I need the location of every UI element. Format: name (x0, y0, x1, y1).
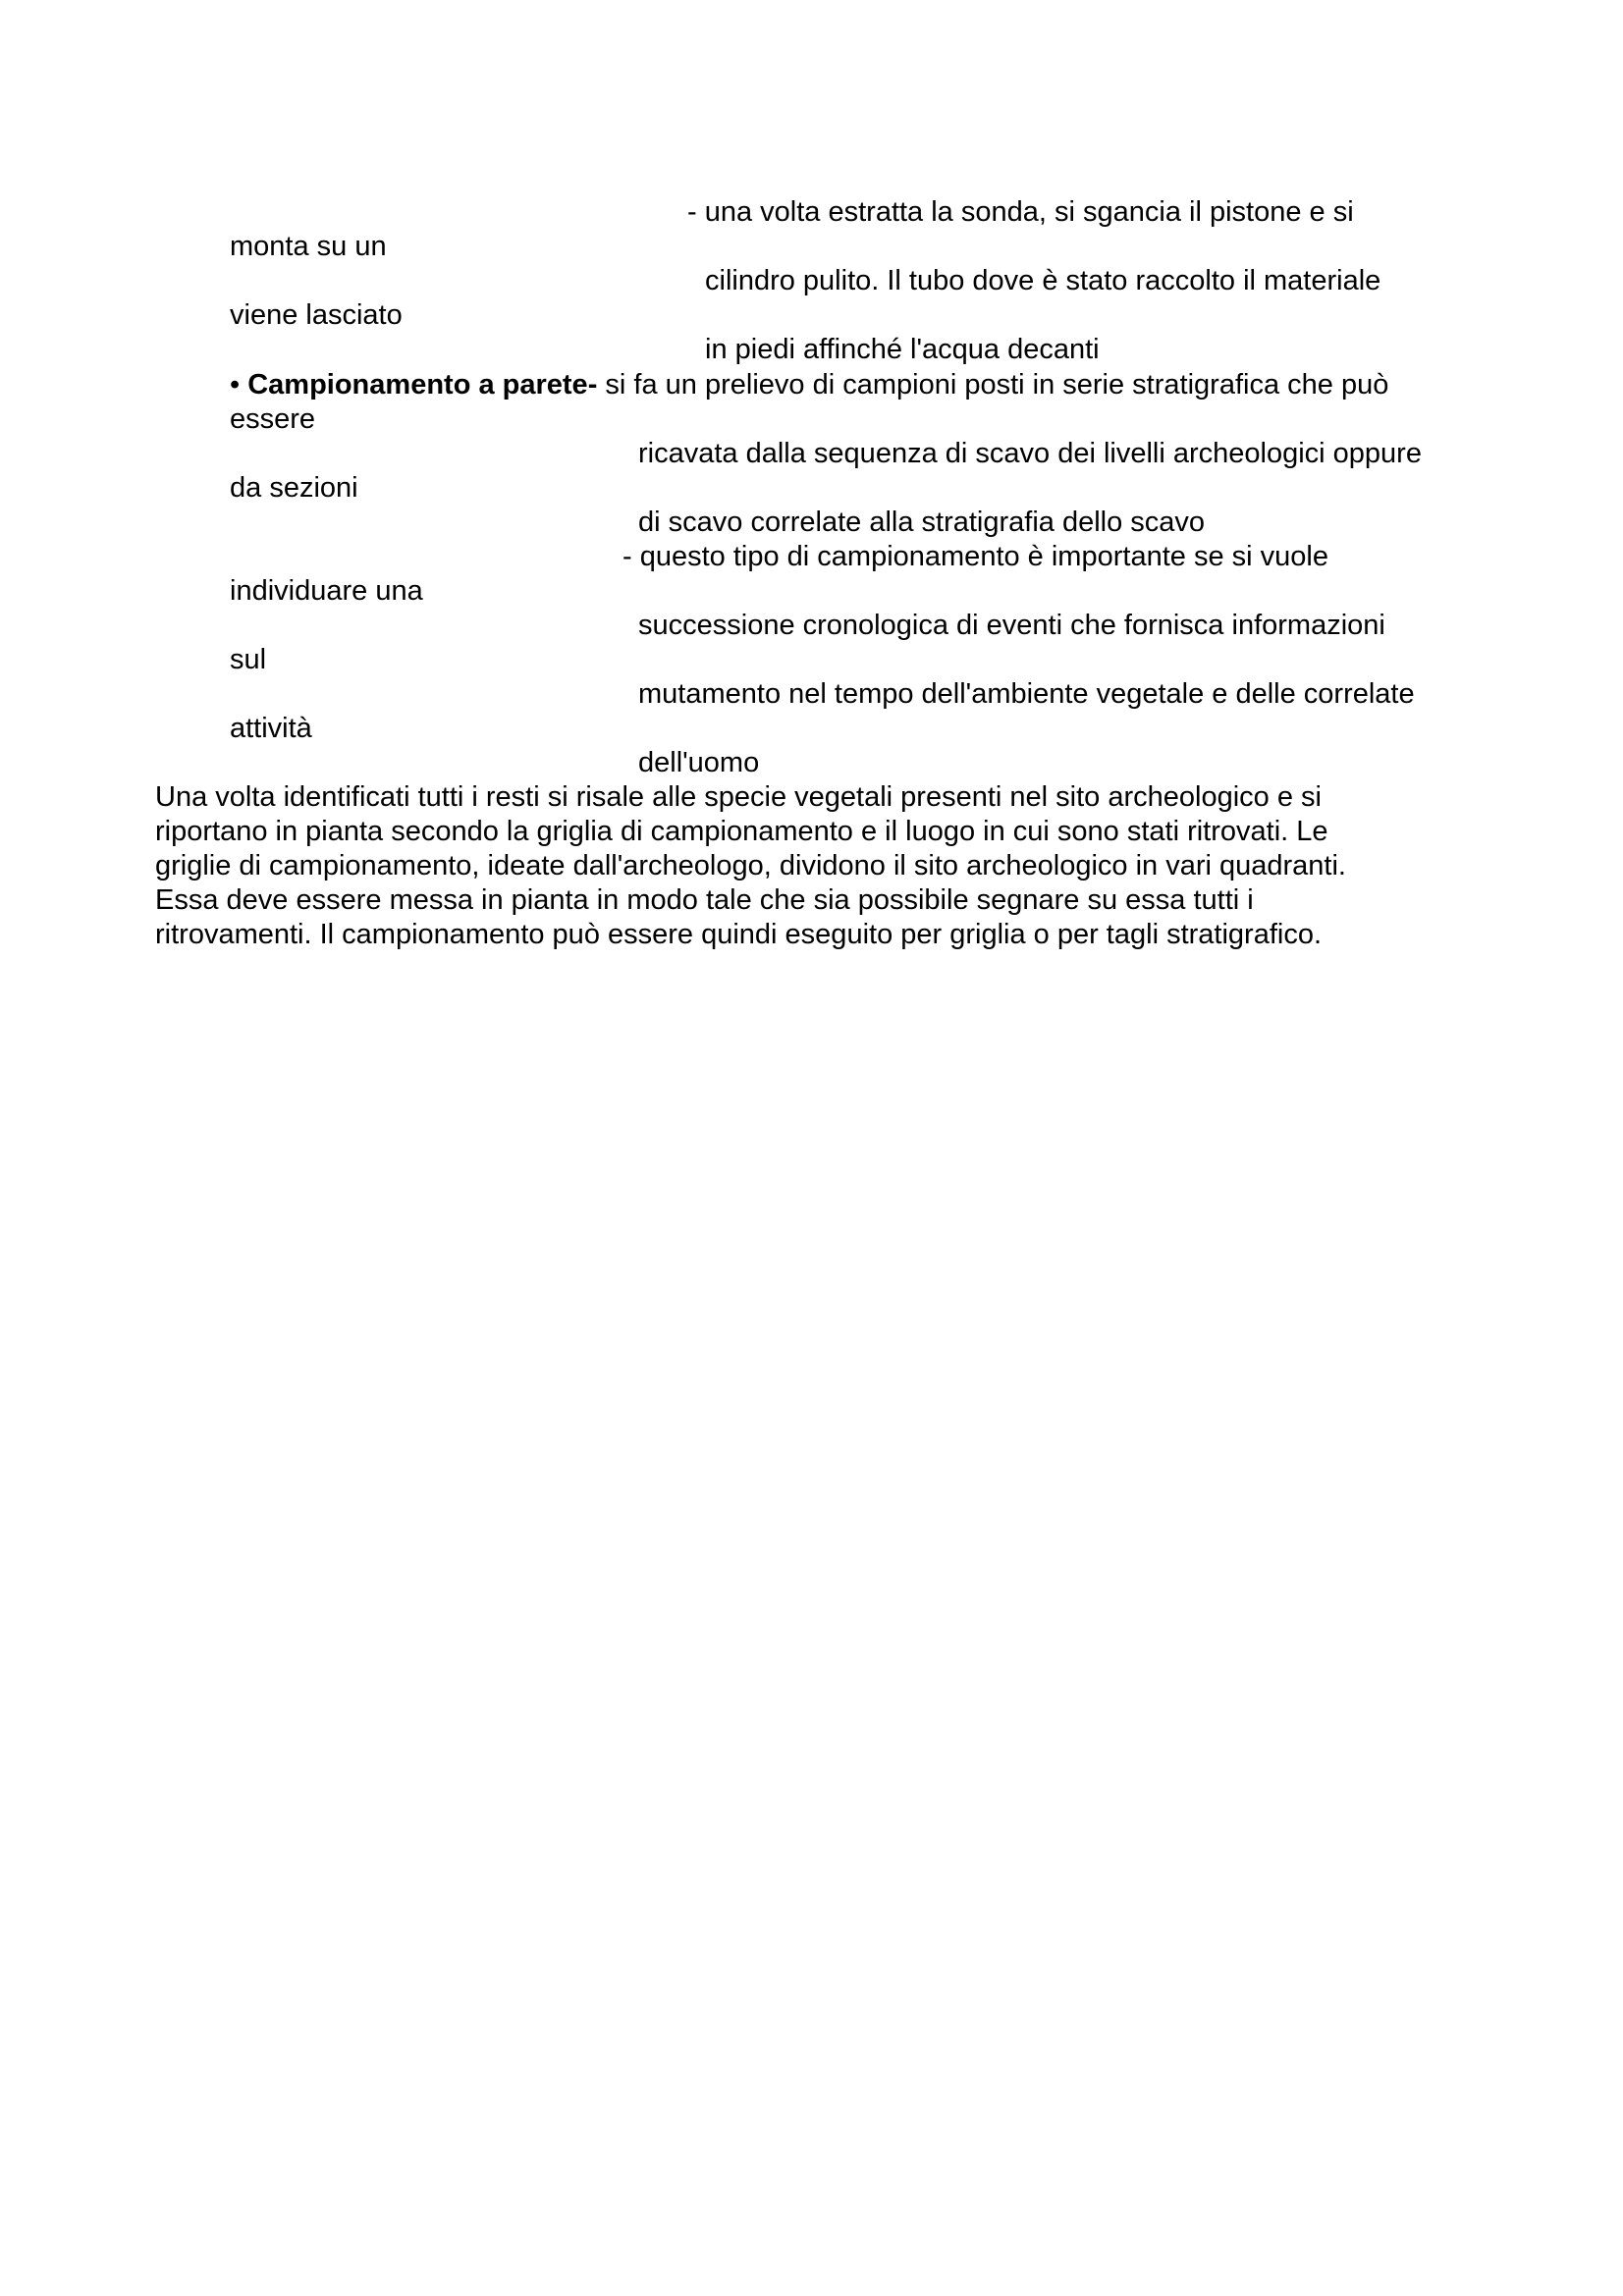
text-line: - questo tipo di campionamento è importante se si vuole (622, 541, 1328, 572)
text-line: successione cronologica di eventi che fornisca informazioni (638, 610, 1385, 641)
paragraph-line: Essa deve essere messa in pianta in modo tale che sia possibile segnare su essa tutti i (155, 884, 1254, 916)
bullet-item-campionamento-parete (230, 368, 1388, 401)
bullet-heading: Campionamento a parete- (247, 369, 598, 400)
text-line: individuare una (230, 575, 423, 607)
text-line: di scavo correlate alla stratigrafia dello scavo (638, 507, 1206, 538)
text-line: attività (230, 713, 312, 744)
text-line: mutamento nel tempo dell'ambiente vegetale e delle correlate (638, 678, 1415, 710)
text-line: - una volta estratta la sonda, si sgancia il pistone e si (687, 196, 1354, 228)
text-line: dell'uomo (638, 747, 760, 778)
text-line: cilindro pulito. Il tubo dove è stato raccolto il materiale (705, 265, 1381, 296)
paragraph-line: ritrovamenti. Il campionamento può essere quindi eseguito per griglia o per tagli stratigrafico. (155, 919, 1323, 950)
bullet-text: si fa un prelievo di campioni posti in serie stratigrafica che può (597, 369, 1389, 400)
text-line: ricavata dalla sequenza di scavo dei livelli archeologici oppure (638, 438, 1422, 469)
text-line: sul (230, 644, 267, 675)
text-line: viene lasciato (230, 299, 403, 331)
paragraph-line: riportano in pianta secondo la griglia di campionamento e il luogo in cui sono stati ritrovati. Le (155, 816, 1328, 847)
text-line: in piedi affinché l'acqua decanti (705, 334, 1100, 365)
paragraph-line: griglie di campionamento, ideate dall'archeologo, dividono il sito archeologico in vari quadranti. (155, 850, 1346, 881)
bullet-icon: • (230, 369, 248, 400)
text-line: da sezioni (230, 472, 358, 504)
paragraph-line: Una volta identificati tutti i resti si risale alle specie vegetali presenti nel sito archeologico e si (155, 781, 1322, 813)
text-line: essere (230, 403, 316, 435)
text-line: monta su un (230, 231, 387, 262)
